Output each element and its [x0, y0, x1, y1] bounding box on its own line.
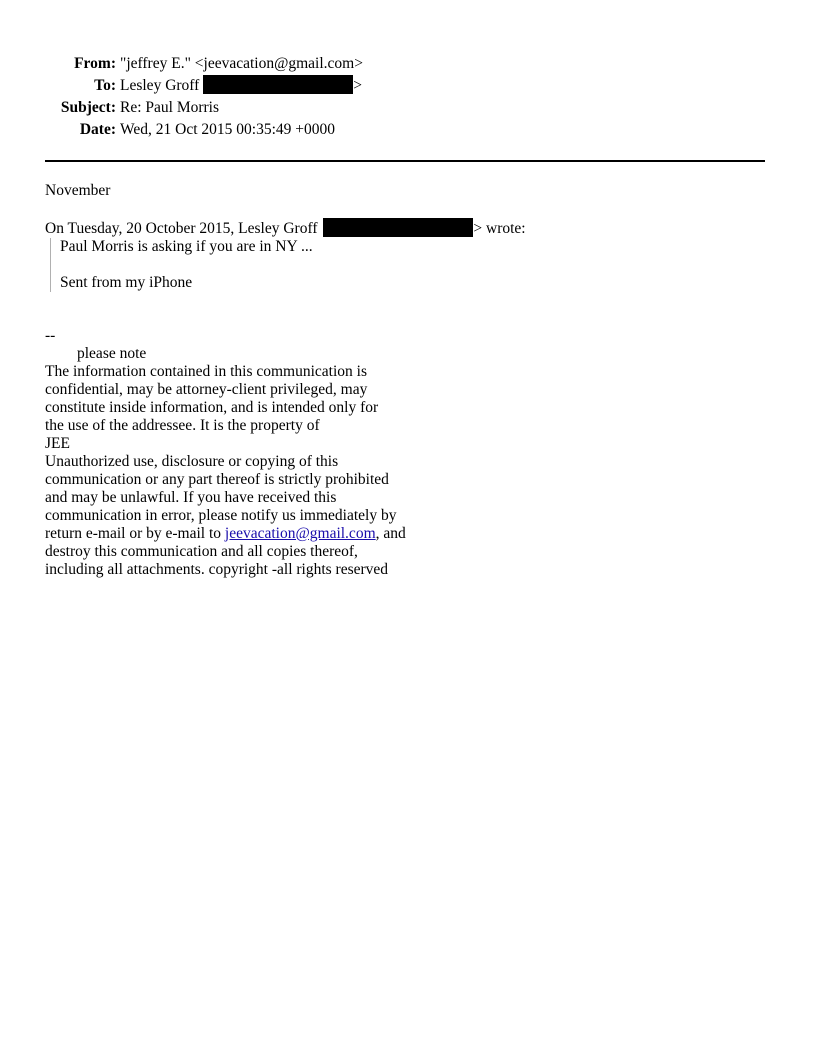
wrote-prefix: On Tuesday, 20 October 2015, Lesley Groff [45, 220, 318, 237]
disclaimer-line: destroy this communication and all copies thereof, [45, 543, 358, 560]
wrote-suffix: > wrote: [473, 220, 526, 237]
disclaimer-line: constitute inside information, and is intended only for [45, 399, 379, 416]
from-row [0, 53, 363, 75]
disclaimer-line: and may be unlawful. If you have received this [45, 489, 337, 506]
email-link[interactable]: jeevacation@gmail.com [224, 525, 376, 542]
redaction-box [203, 75, 353, 94]
disclaimer-line: confidential, may be attorney-client privileged, may [45, 381, 368, 398]
return-prefix: return e-mail or by e-mail to [45, 525, 225, 542]
signature-block [45, 327, 465, 579]
reply-text: November [45, 182, 111, 199]
disclaimer-line: JEE [45, 435, 70, 452]
from-label: From: [74, 55, 116, 72]
signature-note: please note [77, 345, 147, 362]
email-header [0, 53, 363, 141]
subject-label: Subject: [60, 99, 116, 116]
to-label: To: [94, 77, 116, 94]
to-value-container [120, 75, 362, 97]
disclaimer-line: communication in error, please notify us immediately by [45, 507, 397, 524]
message-body [45, 182, 765, 292]
header-divider [45, 160, 765, 162]
date-label: Date: [79, 121, 116, 138]
disclaimer-line: including all attachments. copyright -all rights reserved [45, 561, 389, 578]
signature-dashes: -- [45, 327, 56, 344]
to-value: Lesley Groff [120, 77, 200, 94]
subject-value: Re: Paul Morris [120, 99, 220, 116]
date-value: Wed, 21 Oct 2015 00:35:49 +0000 [120, 121, 336, 138]
subject-row [0, 97, 363, 119]
quoted-line: Paul Morris is asking if you are in NY ... [60, 238, 313, 255]
quoted-message [50, 238, 765, 292]
from-value: "jeffrey E." <jeevacation@gmail.com> [120, 55, 363, 72]
disclaimer-line: the use of the addressee. It is the property of [45, 417, 320, 434]
disclaimer-line: The information contained in this communication is [45, 363, 367, 380]
disclaimer-line: Unauthorized use, disclosure or copying of this [45, 453, 339, 470]
return-suffix: , and [375, 525, 406, 542]
to-row [0, 75, 363, 97]
to-suffix: > [353, 77, 362, 94]
date-row [0, 119, 363, 141]
quote-attribution [45, 218, 765, 238]
disclaimer-line: communication or any part thereof is strictly prohibited [45, 471, 389, 488]
disclaimer-line [45, 525, 465, 543]
quoted-line: Sent from my iPhone [60, 274, 193, 291]
redaction-box [323, 218, 473, 237]
